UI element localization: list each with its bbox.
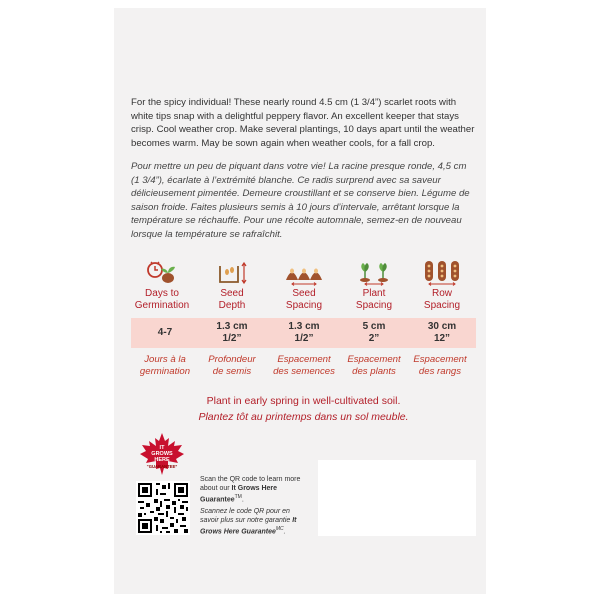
fr-label-row-spacing: Espacement des rangs	[413, 354, 467, 377]
planting-instruction-french: Plantez tôt au printemps dans un sol meuble.	[198, 411, 409, 423]
svg-text:“GUARANTEE”: “GUARANTEE”	[146, 464, 178, 469]
description-french: Pour mettre un peu de piquant dans votre vie! La racine presque ronde, 4,5 cm (1 3/4”), écarlate à l’extrémité blanche. Ce radis surprend avec sa saveur délicieusement pimentée. Demeure croustillant et se conserve bien. Légume de saison froide. Faites plusieurs semis à 10 jours d’intervale, arrêtant lorsque la température se réchauffe. Pour une récolte automnale, semez-en de nouveau lorsque la température se rafraîchit.	[131, 161, 470, 240]
svg-text:IT: IT	[159, 445, 165, 451]
svg-text:HERE: HERE	[154, 457, 170, 463]
days-to-germination: Days to Germination	[128, 258, 196, 311]
qr-code[interactable]	[136, 481, 190, 535]
blank-label-area	[318, 460, 476, 536]
sprouting-seed-clock-icon	[128, 258, 196, 286]
fr-label-seed-spacing: Espacement des semences	[273, 354, 335, 377]
value-seed-spacing: 1.3 cm 1/2”	[288, 321, 320, 344]
guarantee-maple-leaf-badge	[138, 432, 186, 476]
plant-spacing: Plant Spacing	[340, 258, 408, 311]
qr-caption-english: Scan the QR code to learn more about our It Grows Here Guarantee™.	[200, 476, 301, 504]
maple-leaf-icon	[138, 432, 186, 476]
description-english: For the spicy individual! These nearly round 4.5 cm (1 3/4”) scarlet roots with white tips snap with a delightful peppery flavor. An excellent keeper that stays crisp. Cool weather crop. Make several plantings, 10 days apart until the weather becomes warm. May be sown again when weather cools, for a fall crop.	[131, 97, 475, 149]
growing-values-band	[131, 318, 476, 348]
value-plant-spacing: 5 cm 2”	[362, 321, 386, 344]
row-spacing-icon	[408, 258, 476, 286]
fr-label-seed-depth: Profondeur de semis	[208, 354, 256, 377]
planting-instruction-english: Plant in early spring in well-cultivated soil.	[206, 395, 401, 407]
plant-spacing-icon	[340, 258, 408, 286]
seed-spacing-icon	[270, 258, 338, 286]
svg-text:GROWS: GROWS	[151, 451, 173, 457]
value-seed-depth: 1.3 cm 1/2”	[216, 321, 248, 344]
qr-caption-french: Scannez le code QR pour en savoir plus sur notre garantie It Grows Here Guarantee$^{MC}$.	[200, 508, 297, 536]
row-spacing: Row Spacing	[408, 258, 476, 311]
value-row-spacing: 30 cm 12”	[427, 321, 457, 344]
fr-label-germination: Jours à la germination	[139, 354, 191, 377]
fr-label-plant-spacing: Espacement des plants	[347, 354, 401, 377]
value-days-to-germination: 4-7	[157, 327, 173, 338]
seed-spacing: Seed Spacing	[270, 258, 338, 311]
seed-depth: Seed Depth	[198, 258, 266, 311]
seed-depth-icon	[198, 258, 266, 286]
